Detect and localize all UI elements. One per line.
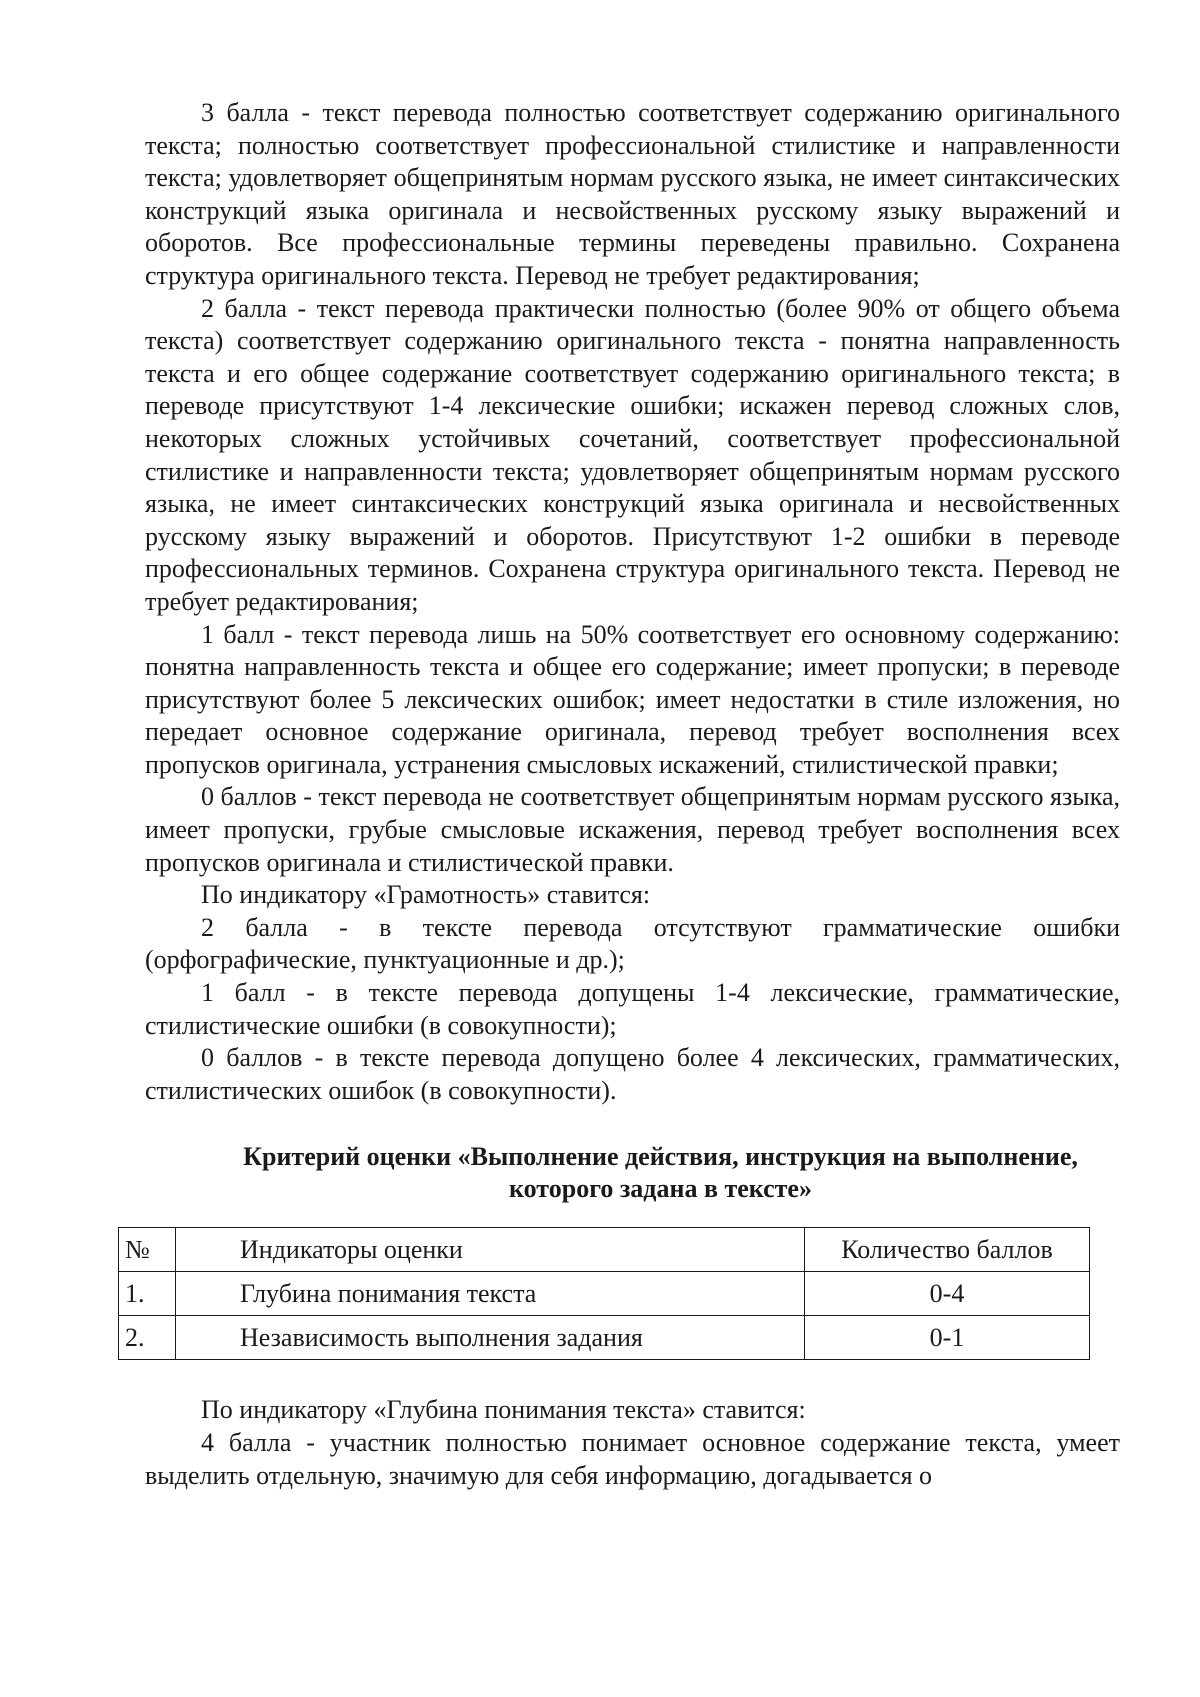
row-indicator: Независимость выполнения задания xyxy=(176,1316,805,1360)
paragraph-depth-intro: По индикатору «Глубина понимания текста» ставится: xyxy=(201,1395,806,1425)
table-row xyxy=(119,1272,1090,1316)
criterion-heading-line-2: которого задана в тексте» xyxy=(509,1174,812,1204)
paragraph-literacy-0-points: 0 баллов - в тексте перевода допущено более 4 лексических, грамматических, стилистических ошибок (в совокупности). xyxy=(145,1043,1120,1105)
header-points: Количество баллов xyxy=(805,1228,1090,1272)
row-points: 0-1 xyxy=(805,1316,1090,1360)
row-indicator: Глубина понимания текста xyxy=(176,1272,805,1316)
table-row xyxy=(119,1316,1090,1360)
paragraph-3-points: 3 балла - текст перевода полностью соответствует содержанию оригинального текста; полностью соответствует профессиональной стилистике и направленности текста; удовлетворяет общепринятым нормам русского языка, не имеет синтаксических конструкций языка оригинала и несвойственных русскому языку выражений и оборотов. Все профессиональные термины переведены правильно. Сохранена структура оригинального текста. Перевод не требует редактирования; xyxy=(145,98,1120,290)
header-number: № xyxy=(119,1228,176,1272)
paragraph-literacy-1-point: 1 балл - в тексте перевода допущены 1-4 лексические, грамматические, стилистические ошибки (в совокупности); xyxy=(145,978,1120,1040)
criterion-heading xyxy=(145,1141,1120,1205)
criteria-table xyxy=(118,1227,1090,1360)
row-points: 0-4 xyxy=(805,1272,1090,1316)
paragraph-1-point: 1 балл - текст перевода лишь на 50% соответствует его основному содержанию: понятна направленность текста и общее его содержание; имеет пропуски; в переводе присутствуют более 5 лексических ошибок; имеет недостатки в стиле изложения, но передает основное содержание оригинала, перевод требует восполнения всех пропусков оригинала, устранения смысловых искажений, стилистической правки; xyxy=(145,619,1120,779)
paragraph-literacy-intro: По индикатору «Грамотность» ставится: xyxy=(201,880,651,910)
row-number: 2. xyxy=(119,1316,176,1360)
after-table-section xyxy=(145,1394,1120,1492)
criterion-heading-line-1: Критерий оценки «Выполнение действия, инструкция на выполнение, xyxy=(243,1142,1078,1172)
row-number: 1. xyxy=(119,1272,176,1316)
paragraph-literacy-2-points: 2 балла - в тексте перевода отсутствуют грамматические ошибки (орфографические, пунктуационные и др.); xyxy=(145,912,1120,975)
document-page xyxy=(125,97,1120,1492)
paragraph-0-points: 0 баллов - текст перевода не соответствует общепринятым нормам русского языка, имеет пропуски, грубые смысловые искажения, перевод требует восполнения всех пропусков оригинала и стилистической правки. xyxy=(145,782,1120,877)
table-header-row xyxy=(119,1228,1090,1272)
paragraph-depth-4-points: 4 балла - участник полностью понимает основное содержание текста, умеет выделить отдельную, значимую для себя информацию, догадывается о xyxy=(145,1428,1120,1490)
header-indicator: Индикаторы оценки xyxy=(176,1228,805,1272)
paragraph-2-points: 2 балла - текст перевода практически полностью (более 90% от общего объема текста) соответствует содержанию оригинального текста - понятна направленность текста и его общее содержание соответствует содержанию оригинального текста; в переводе присутствуют 1-4 лексические ошибки; искажен перевод сложных слов, некоторых сложных устойчивых сочетаний, соответствует профессиональной стилистике и направленности текста; удовлетворяет общепринятым нормам русского языка, не имеет синтаксических конструкций языка оригинала и несвойственных русскому языку выражений и оборотов. Присутствуют 1-2 ошибки в переводе профессиональных терминов. Сохранена структура оригинального текста. Перевод не требует редактирования; xyxy=(145,293,1120,616)
